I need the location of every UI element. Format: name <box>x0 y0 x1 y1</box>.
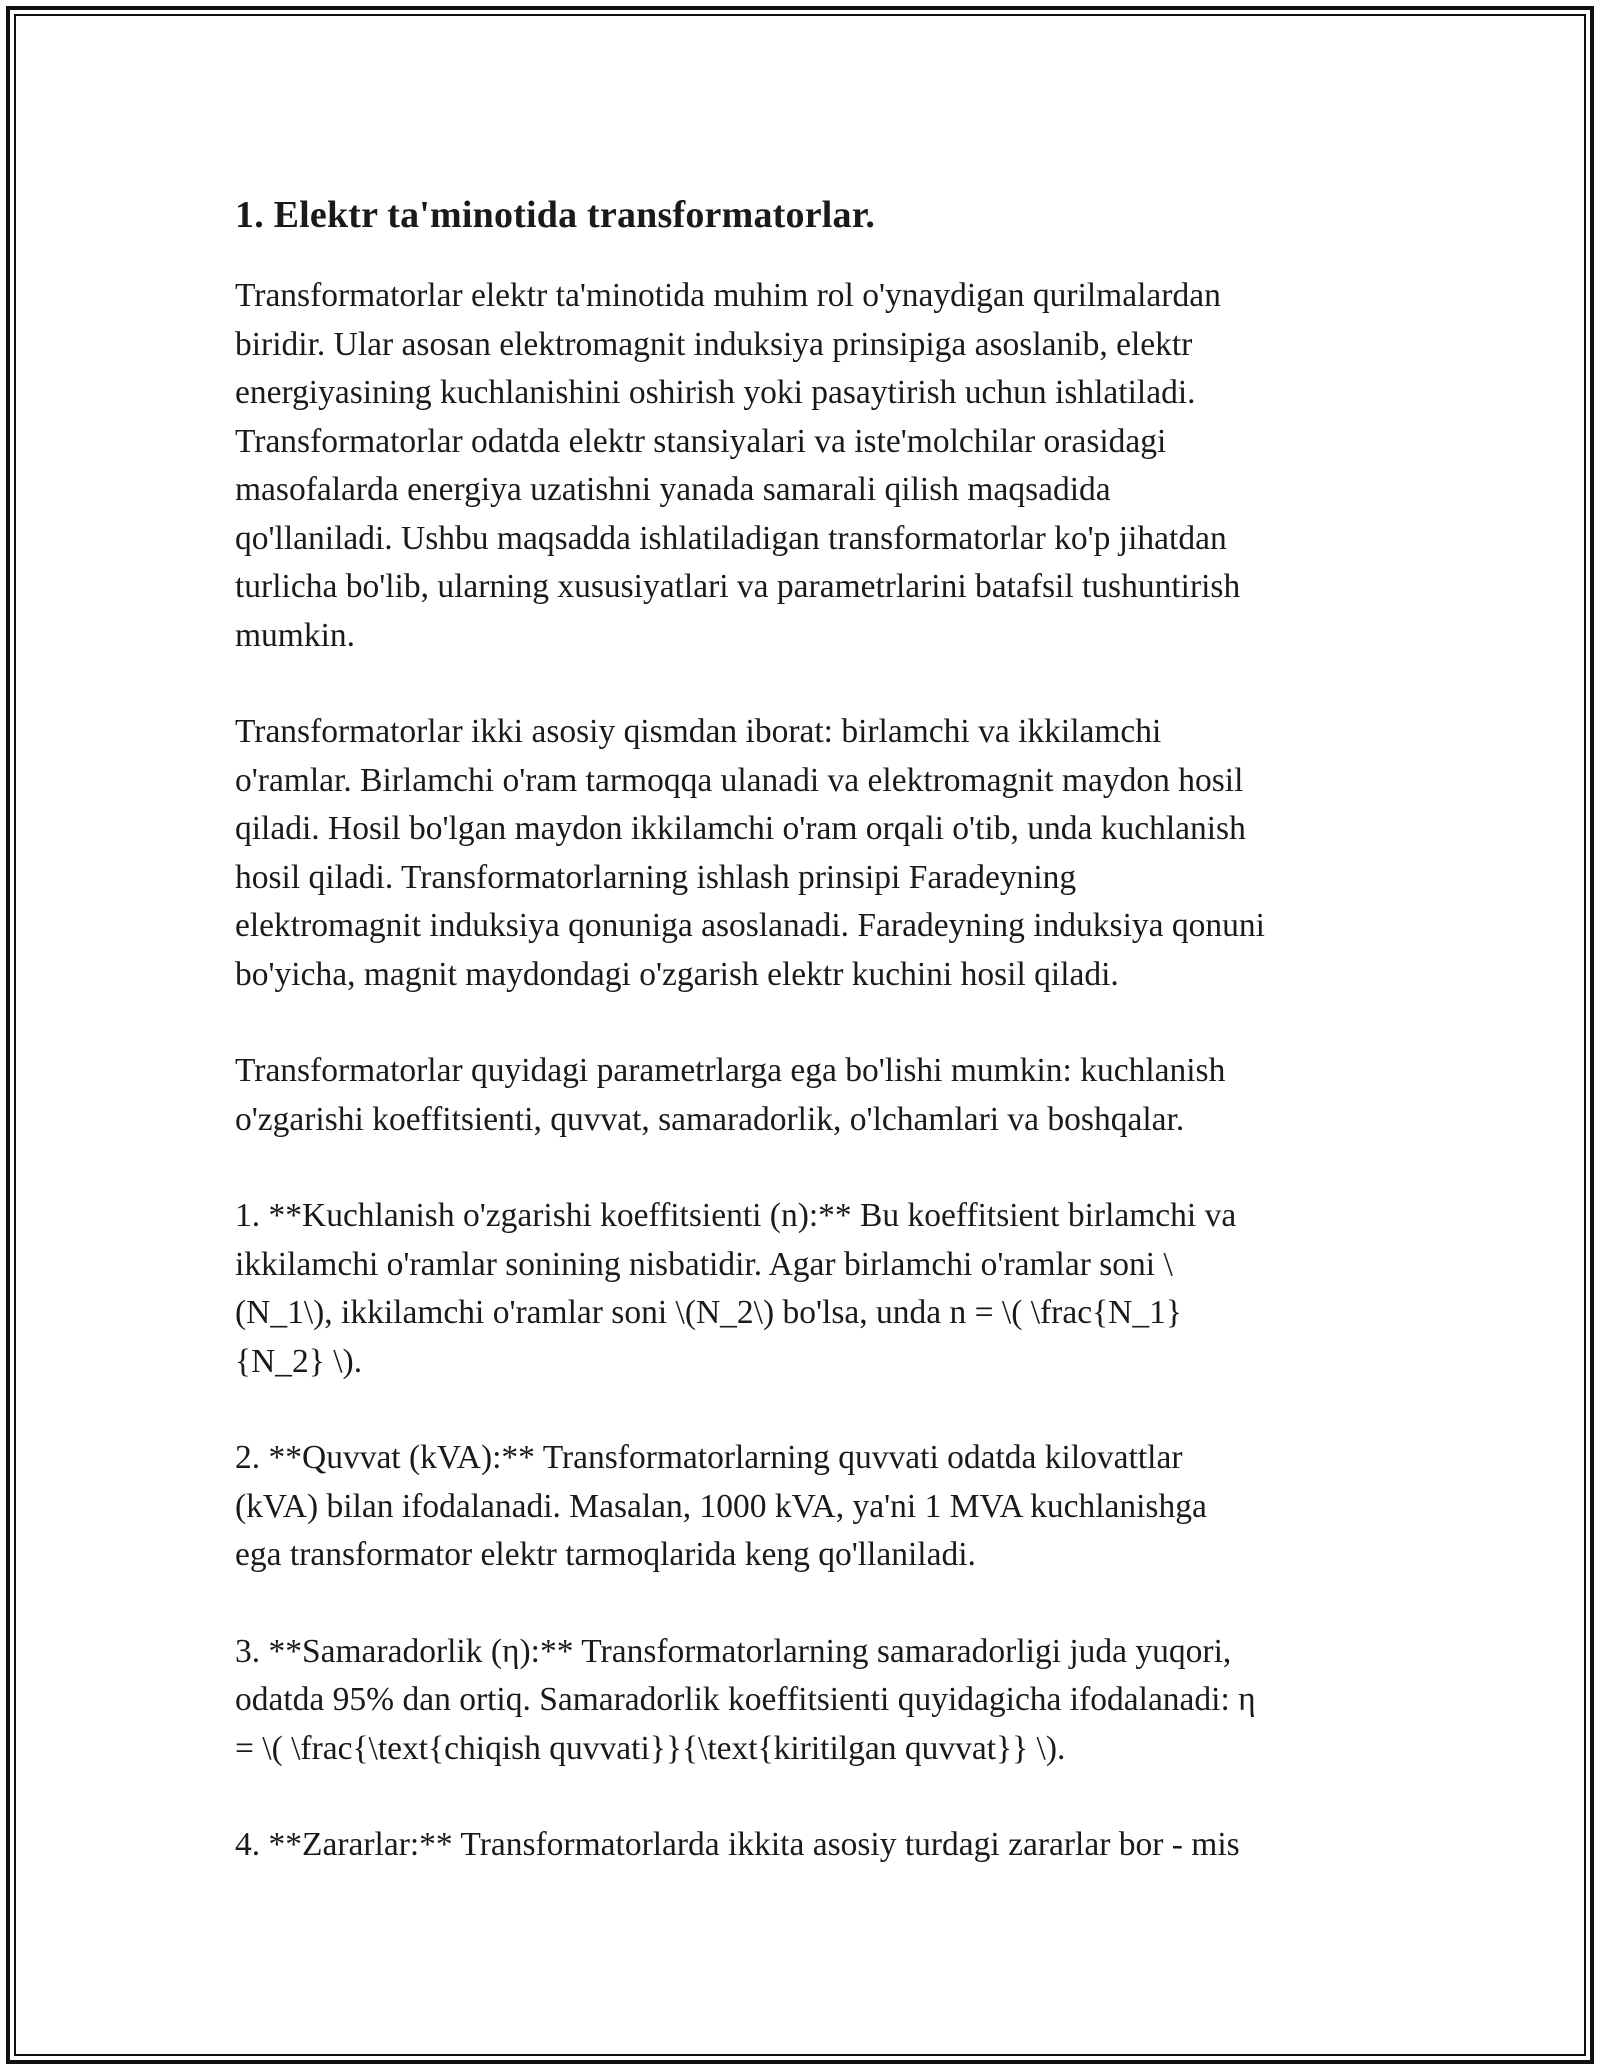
paragraph-structure: Transformatorlar ikki asosiy qismdan iborat: birlamchi va ikkilamchi o'ramlar. Birlamchi o'ram tarmoqqa ulanadi va elektromagnit maydon hosil qiladi. Hosil bo'lgan maydon ikkilamchi o'ram orqali o'tib, unda kuchlanish hosil qiladi. Transformatorlarning ishlash prinsipi Faradeyning elektromagnit induksiya qonuniga asoslanadi. Faradeyning induksiya qonuni bo'yicha, magnit maydondagi o'zgarish elektr kuchini hosil qiladi. <box>235 713 1265 993</box>
paragraph-intro: Transformatorlar elektr ta'minotida muhim rol o'ynaydigan qurilmalardan biridir. Ular asosan elektromagnit induksiya prinsipiga asoslanib, elektr energiyasining kuchlanishini oshirish yoki pasaytirish uchun ishlatiladi. Transformatorlar odatda elektr stansiyalari va iste'molchilar orasidagi masofalarda energiya uzatishni yanada samarali qilish maqsadida qo'llaniladi. Ushbu maqsadda ishlatiladigan transformatorlar ko'p jihatdan turlicha bo'lib, ularning xususiyatlari va parametrlarini batafsil tushuntirish mumkin. <box>235 277 1241 654</box>
paragraph-parameters: Transformatorlar quyidagi parametrlarga ega bo'lishi mumkin: kuchlanish o'zgarishi koeffitsienti, quvvat, samaradorlik, o'lchamlari va boshqalar. <box>235 1052 1226 1138</box>
list-item-efficiency: 3. **Samaradorlik (η):** Transformatorlarning samaradorligi juda yuqori, odatda 95% dan ortiq. Samaradorlik koeffitsienti quyidagicha ifodalanadi: η = \( \frac{\text{chiqish quvvati}}{\text{kiritilgan quvvat}} \). <box>235 1632 1256 1767</box>
document-title: 1. Elektr ta'minotida transformatorlar. <box>235 194 876 236</box>
list-item-ratio: 1. **Kuchlanish o'zgarishi koeffitsienti (n):** Bu koeffitsient birlamchi va ikkilamchi o'ramlar sonining nisbatidir. Agar birlamchi o'ramlar soni \ (N_1\), ikkilamchi o'ramlar soni \(N_2\) bo'lsa, unda n = \( \frac{N_1} {N_2} \). <box>235 1197 1237 1380</box>
list-item-losses: 4. **Zararlar:** Transformatorlarda ikkita asosiy turdagi zararlar bor - mis <box>235 1826 1240 1863</box>
list-item-power: 2. **Quvvat (kVA):** Transformatorlarning quvvati odatda kilovattlar (kVA) bilan ifodalanadi. Masalan, 1000 kVA, ya'ni 1 MVA kuchlanishga ega transformator elektr tarmoqlarida keng qo'llaniladi. <box>235 1439 1207 1573</box>
document-body <box>235 188 1385 1918</box>
